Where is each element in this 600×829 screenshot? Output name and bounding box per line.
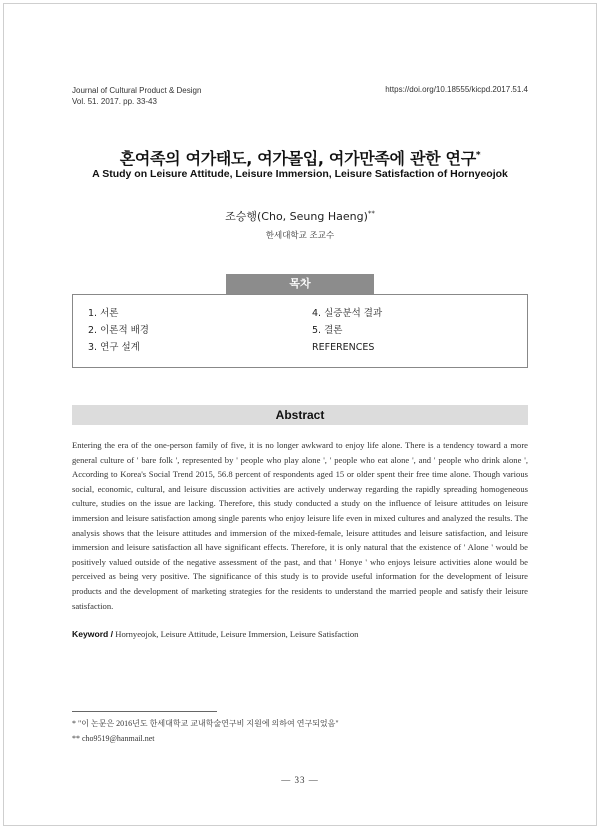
footnote-2-marker: ** — [72, 734, 80, 743]
page-number: — 33 — — [281, 775, 319, 785]
toc-right-column — [312, 305, 382, 356]
author-affiliation: 한세대학교 조교수 — [265, 231, 335, 241]
paper-title-english: A Study on Leisure Attitude, Leisure Immersion, Leisure Satisfaction of Hornyeojok — [92, 168, 508, 180]
title-ko-text: 혼여족의 여가태도, 여가몰입, 여가만족에 관한 연구 — [119, 149, 476, 168]
footnote-1-text: "이 논문은 2016년도 한세대학교 교내학술연구비 지원에 의하여 연구되었음" — [78, 719, 339, 728]
paper-title-korean — [0, 146, 600, 169]
toc-item: 4. 실증분석 결과 — [312, 308, 383, 319]
footnote-2-email[interactable]: cho9519@hanmail.net — [82, 734, 155, 743]
abstract-body: Entering the era of the one-person family of five, it is no longer awkward to enjoy life alone. There is a tendency toward a more general culture of ' bare folk ', represented by ' people who play alone ', ' people who eat alone ', and ' people who drink alone ', According to Korea's Social Trend 2015, 56.8 percent of respondents aged 15 or older spent their free time alone. Though various social, economic, cultural, and leisure discussion activities are actively underway regarding the rapidly spreading homogeneous culture, studies on the issue are lacking. Therefore, this study conducted a study on the influence of leisure attitudes on leisure immersion and leisure satisfaction among single parents who enjoy leisure life even in mixed cultures and analyzed the results. The analysis shows that the leisure attitudes and immersion of the mixed-female, leisure attitudes and leisure satisfaction, and leisure immersion and leisure satisfaction all have significant effects. Therefore, it is only natural that the existence of ' Alone ' would be positively valued outside of the negative assessment of the past, and that ' Honye ' who enjoys leisure activities alone would be perceived as being very positive. The significance of this study is to provide useful information for the development of leisure products and the development of marketing strategies for the residents to understand the married people and satisfy their leisure satisfaction. — [72, 440, 528, 611]
author-footnote-marker: ** — [367, 209, 375, 218]
toc-item: 5. 결론 — [312, 325, 343, 336]
keyword-label: Keyword / — [72, 629, 114, 639]
toc-item: REFERENCES — [312, 342, 375, 353]
footnote-1-marker: * — [72, 719, 76, 728]
abstract-heading: Abstract — [72, 405, 528, 425]
footnote-2 — [72, 734, 154, 743]
toc-item: 1. 서론 — [88, 308, 119, 319]
footnote-1 — [72, 718, 339, 729]
journal-header — [72, 85, 201, 107]
keyword-text: Hornyeojok, Leisure Attitude, Leisure Immersion, Leisure Satisfaction — [115, 629, 359, 639]
doi-link[interactable]: https://doi.org/10.18555/kicpd.2017.51.4 — [385, 85, 528, 94]
author-text: 조승행(Cho, Seung Haeng) — [225, 210, 368, 223]
toc-item: 3. 연구 설계 — [88, 342, 140, 353]
toc-item: 2. 이론적 배경 — [88, 325, 149, 336]
footnote-divider — [72, 711, 217, 712]
journal-name: Journal of Cultural Product & Design — [72, 86, 202, 95]
author-name — [0, 208, 600, 224]
keywords — [72, 629, 528, 639]
title-footnote-marker: * — [475, 150, 481, 161]
toc-title: 목차 — [226, 274, 374, 294]
journal-volume: Vol. 51. 2017. pp. 33-43 — [72, 97, 157, 106]
toc-left-column — [88, 305, 149, 356]
